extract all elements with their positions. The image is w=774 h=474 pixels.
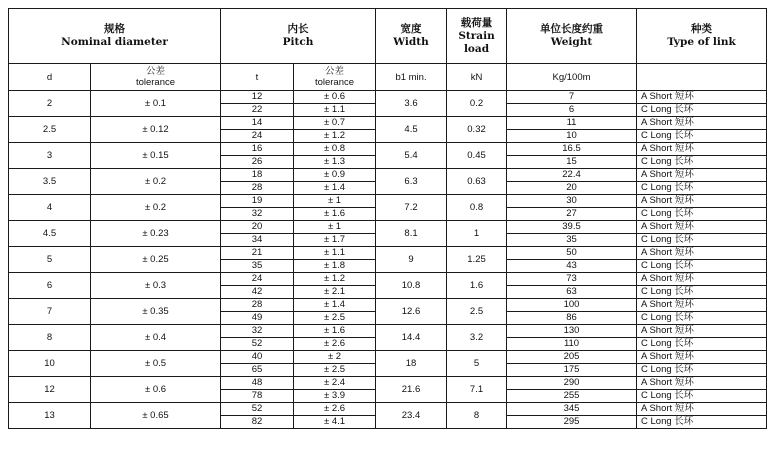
- cell-t-long-tolerance: ± 1.3: [294, 156, 376, 169]
- cell-weight-short: 130: [507, 325, 637, 338]
- subheader-d-tolerance-zh: 公差: [145, 66, 165, 77]
- cell-weight-short: 100: [507, 299, 637, 312]
- header-width-zh: 宽度: [400, 23, 422, 35]
- cell-type-short: A Short 短环: [637, 351, 767, 364]
- subheader-kn: kN: [447, 64, 507, 91]
- cell-t-short: 52: [221, 403, 294, 416]
- subheader-d-tolerance-en: tolerance: [135, 77, 176, 88]
- cell-type-short: A Short 短环: [637, 377, 767, 390]
- cell-type-short: A Short 短环: [637, 273, 767, 286]
- cell-t-short: 24: [221, 273, 294, 286]
- header-row: [9, 9, 767, 64]
- cell-t-short: 16: [221, 143, 294, 156]
- cell-type-short: A Short 短环: [637, 325, 767, 338]
- cell-b1: 10.8: [376, 273, 447, 299]
- cell-weight-long: 15: [507, 156, 637, 169]
- cell-d-tolerance: ± 0.35: [91, 299, 221, 325]
- cell-b1: 5.4: [376, 143, 447, 169]
- cell-t-short-tolerance: ± 0.8: [294, 143, 376, 156]
- chain-spec-table: [8, 8, 767, 429]
- cell-t-short: 19: [221, 195, 294, 208]
- cell-b1: 18: [376, 351, 447, 377]
- cell-b1: 4.5: [376, 117, 447, 143]
- subheader-d-tolerance: [91, 64, 221, 91]
- cell-weight-long: 27: [507, 208, 637, 221]
- cell-weight-long: 255: [507, 390, 637, 403]
- table-row: [9, 247, 767, 260]
- table-row: [9, 403, 767, 416]
- cell-d: 6: [9, 273, 91, 299]
- cell-t-long-tolerance: ± 1.2: [294, 130, 376, 143]
- header-width: [376, 9, 447, 64]
- cell-b1: 6.3: [376, 169, 447, 195]
- cell-type-long: C Long 长环: [637, 234, 767, 247]
- cell-t-short-tolerance: ± 1.1: [294, 247, 376, 260]
- cell-type-short: A Short 短环: [637, 143, 767, 156]
- subheader-t: t: [221, 64, 294, 91]
- cell-t-short-tolerance: ± 2: [294, 351, 376, 364]
- cell-weight-long: 20: [507, 182, 637, 195]
- cell-weight-long: 110: [507, 338, 637, 351]
- table-row: [9, 273, 767, 286]
- header-strain-load-en2: load: [463, 42, 490, 55]
- cell-kn: 8: [447, 403, 507, 429]
- cell-t-short: 18: [221, 169, 294, 182]
- subheader-row: [9, 64, 767, 91]
- cell-kn: 0.2: [447, 91, 507, 117]
- table-row: [9, 91, 767, 104]
- cell-weight-short: 50: [507, 247, 637, 260]
- table-row: [9, 195, 767, 208]
- cell-kn: 1: [447, 221, 507, 247]
- table-row: [9, 351, 767, 364]
- header-weight-zh: 单位长度约重: [540, 23, 604, 35]
- cell-d: 10: [9, 351, 91, 377]
- cell-d: 12: [9, 377, 91, 403]
- cell-type-long: C Long 长环: [637, 130, 767, 143]
- cell-t-long-tolerance: ± 1.4: [294, 182, 376, 195]
- header-weight-en: Weight: [550, 36, 593, 48]
- cell-d: 7: [9, 299, 91, 325]
- cell-b1: 12.6: [376, 299, 447, 325]
- cell-d-tolerance: ± 0.2: [91, 195, 221, 221]
- cell-t-long: 82: [221, 416, 294, 429]
- cell-t-short-tolerance: ± 0.9: [294, 169, 376, 182]
- header-nominal-diameter-en: Nominal diameter: [61, 36, 168, 48]
- cell-d-tolerance: ± 0.5: [91, 351, 221, 377]
- cell-t-long: 24: [221, 130, 294, 143]
- cell-t-short-tolerance: ± 2.4: [294, 377, 376, 390]
- cell-kn: 1.25: [447, 247, 507, 273]
- header-type-of-link: [637, 9, 767, 64]
- cell-type-long: C Long 长环: [637, 390, 767, 403]
- cell-d-tolerance: ± 0.15: [91, 143, 221, 169]
- cell-weight-long: 86: [507, 312, 637, 325]
- header-pitch: [221, 9, 376, 64]
- header-width-en: Width: [393, 36, 429, 48]
- cell-type-short: A Short 短环: [637, 221, 767, 234]
- cell-d: 8: [9, 325, 91, 351]
- cell-t-long-tolerance: ± 1.1: [294, 104, 376, 117]
- cell-t-short-tolerance: ± 1: [294, 195, 376, 208]
- cell-d: 13: [9, 403, 91, 429]
- table-row: [9, 325, 767, 338]
- cell-b1: 3.6: [376, 91, 447, 117]
- cell-t-long: 78: [221, 390, 294, 403]
- cell-kn: 1.6: [447, 273, 507, 299]
- cell-t-long: 65: [221, 364, 294, 377]
- cell-kn: 0.45: [447, 143, 507, 169]
- cell-t-long-tolerance: ± 2.5: [294, 312, 376, 325]
- cell-type-long: C Long 长环: [637, 156, 767, 169]
- cell-t-long: 34: [221, 234, 294, 247]
- cell-kn: 5: [447, 351, 507, 377]
- cell-type-long: C Long 长环: [637, 364, 767, 377]
- cell-d: 2.5: [9, 117, 91, 143]
- cell-t-long-tolerance: ± 2.5: [294, 364, 376, 377]
- cell-t-long: 26: [221, 156, 294, 169]
- cell-t-long-tolerance: ± 2.1: [294, 286, 376, 299]
- cell-weight-short: 22.4: [507, 169, 637, 182]
- cell-weight-long: 295: [507, 416, 637, 429]
- header-nominal-diameter: [9, 9, 221, 64]
- cell-t-long-tolerance: ± 3.9: [294, 390, 376, 403]
- cell-t-short: 40: [221, 351, 294, 364]
- cell-weight-long: 35: [507, 234, 637, 247]
- cell-weight-long: 63: [507, 286, 637, 299]
- cell-type-long: C Long 长环: [637, 312, 767, 325]
- cell-type-short: A Short 短环: [637, 169, 767, 182]
- subheader-type-empty: [637, 64, 767, 91]
- cell-type-short: A Short 短环: [637, 195, 767, 208]
- cell-t-long-tolerance: ± 2.6: [294, 338, 376, 351]
- cell-weight-long: 175: [507, 364, 637, 377]
- table-row: [9, 299, 767, 312]
- cell-d-tolerance: ± 0.12: [91, 117, 221, 143]
- cell-t-short: 32: [221, 325, 294, 338]
- cell-t-long-tolerance: ± 1.8: [294, 260, 376, 273]
- cell-t-long: 52: [221, 338, 294, 351]
- cell-t-long-tolerance: ± 4.1: [294, 416, 376, 429]
- cell-type-long: C Long 长环: [637, 208, 767, 221]
- cell-type-long: C Long 长环: [637, 182, 767, 195]
- cell-b1: 8.1: [376, 221, 447, 247]
- cell-d: 4: [9, 195, 91, 221]
- cell-b1: 14.4: [376, 325, 447, 351]
- table-row: [9, 221, 767, 234]
- cell-t-short-tolerance: ± 1.6: [294, 325, 376, 338]
- cell-weight-short: 73: [507, 273, 637, 286]
- cell-d-tolerance: ± 0.2: [91, 169, 221, 195]
- cell-type-long: C Long 长环: [637, 104, 767, 117]
- cell-t-long: 42: [221, 286, 294, 299]
- cell-t-short: 12: [221, 91, 294, 104]
- cell-t-long: 49: [221, 312, 294, 325]
- cell-t-long: 32: [221, 208, 294, 221]
- table-body: [9, 91, 767, 429]
- cell-t-long: 35: [221, 260, 294, 273]
- cell-weight-long: 43: [507, 260, 637, 273]
- cell-t-short-tolerance: ± 0.7: [294, 117, 376, 130]
- cell-t-short: 28: [221, 299, 294, 312]
- header-type-of-link-en: Type of link: [667, 36, 736, 48]
- subheader-t-tolerance: [294, 64, 376, 91]
- cell-d-tolerance: ± 0.23: [91, 221, 221, 247]
- cell-type-short: A Short 短环: [637, 403, 767, 416]
- cell-weight-short: 290: [507, 377, 637, 390]
- cell-kn: 7.1: [447, 377, 507, 403]
- cell-t-short: 21: [221, 247, 294, 260]
- cell-t-short-tolerance: ± 1.2: [294, 273, 376, 286]
- cell-weight-short: 345: [507, 403, 637, 416]
- cell-kn: 0.8: [447, 195, 507, 221]
- cell-d-tolerance: ± 0.1: [91, 91, 221, 117]
- cell-kn: 0.32: [447, 117, 507, 143]
- cell-type-long: C Long 长环: [637, 338, 767, 351]
- chain-spec-table-container: [8, 8, 766, 429]
- cell-d-tolerance: ± 0.25: [91, 247, 221, 273]
- cell-type-short: A Short 短环: [637, 247, 767, 260]
- cell-t-short-tolerance: ± 1.4: [294, 299, 376, 312]
- cell-t-short-tolerance: ± 1: [294, 221, 376, 234]
- cell-weight-short: 39.5: [507, 221, 637, 234]
- cell-weight-short: 11: [507, 117, 637, 130]
- cell-t-short-tolerance: ± 0.6: [294, 91, 376, 104]
- subheader-kg: Kg/100m: [507, 64, 637, 91]
- cell-t-long-tolerance: ± 1.6: [294, 208, 376, 221]
- header-strain-load-zh: 载荷量: [460, 16, 493, 29]
- cell-kn: 0.63: [447, 169, 507, 195]
- table-row: [9, 143, 767, 156]
- table-row: [9, 117, 767, 130]
- cell-d: 3: [9, 143, 91, 169]
- cell-d: 5: [9, 247, 91, 273]
- table-row: [9, 377, 767, 390]
- cell-t-long: 22: [221, 104, 294, 117]
- cell-weight-short: 16.5: [507, 143, 637, 156]
- cell-b1: 7.2: [376, 195, 447, 221]
- cell-t-short: 14: [221, 117, 294, 130]
- header-strain-load: [447, 9, 507, 64]
- header-pitch-zh: 内长: [287, 23, 309, 35]
- cell-t-long: 28: [221, 182, 294, 195]
- cell-type-long: C Long 长环: [637, 416, 767, 429]
- cell-type-short: A Short 短环: [637, 299, 767, 312]
- cell-weight-long: 10: [507, 130, 637, 143]
- cell-d: 4.5: [9, 221, 91, 247]
- cell-type-long: C Long 长环: [637, 286, 767, 299]
- header-nominal-diameter-zh: 规格: [104, 23, 125, 35]
- cell-b1: 23.4: [376, 403, 447, 429]
- cell-type-short: A Short 短环: [637, 91, 767, 104]
- subheader-d: d: [9, 64, 91, 91]
- table-row: [9, 169, 767, 182]
- cell-kn: 2.5: [447, 299, 507, 325]
- header-strain-load-en1: Strain: [458, 29, 495, 42]
- header-weight: [507, 9, 637, 64]
- cell-weight-short: 205: [507, 351, 637, 364]
- cell-b1: 9: [376, 247, 447, 273]
- cell-d-tolerance: ± 0.3: [91, 273, 221, 299]
- cell-t-short-tolerance: ± 2.6: [294, 403, 376, 416]
- cell-type-short: A Short 短环: [637, 117, 767, 130]
- cell-d-tolerance: ± 0.6: [91, 377, 221, 403]
- cell-weight-short: 7: [507, 91, 637, 104]
- header-pitch-en: Pitch: [282, 36, 314, 48]
- cell-d: 2: [9, 91, 91, 117]
- subheader-t-tolerance-zh: 公差: [325, 66, 345, 77]
- subheader-b1: b1 min.: [376, 64, 447, 91]
- cell-t-short: 48: [221, 377, 294, 390]
- cell-weight-short: 30: [507, 195, 637, 208]
- header-type-of-link-zh: 种类: [691, 23, 713, 35]
- cell-t-long-tolerance: ± 1.7: [294, 234, 376, 247]
- cell-d-tolerance: ± 0.4: [91, 325, 221, 351]
- cell-b1: 21.6: [376, 377, 447, 403]
- cell-weight-long: 6: [507, 104, 637, 117]
- subheader-t-tolerance-en: tolerance: [314, 77, 355, 88]
- cell-d: 3.5: [9, 169, 91, 195]
- cell-d-tolerance: ± 0.65: [91, 403, 221, 429]
- cell-kn: 3.2: [447, 325, 507, 351]
- cell-type-long: C Long 长环: [637, 260, 767, 273]
- cell-t-short: 20: [221, 221, 294, 234]
